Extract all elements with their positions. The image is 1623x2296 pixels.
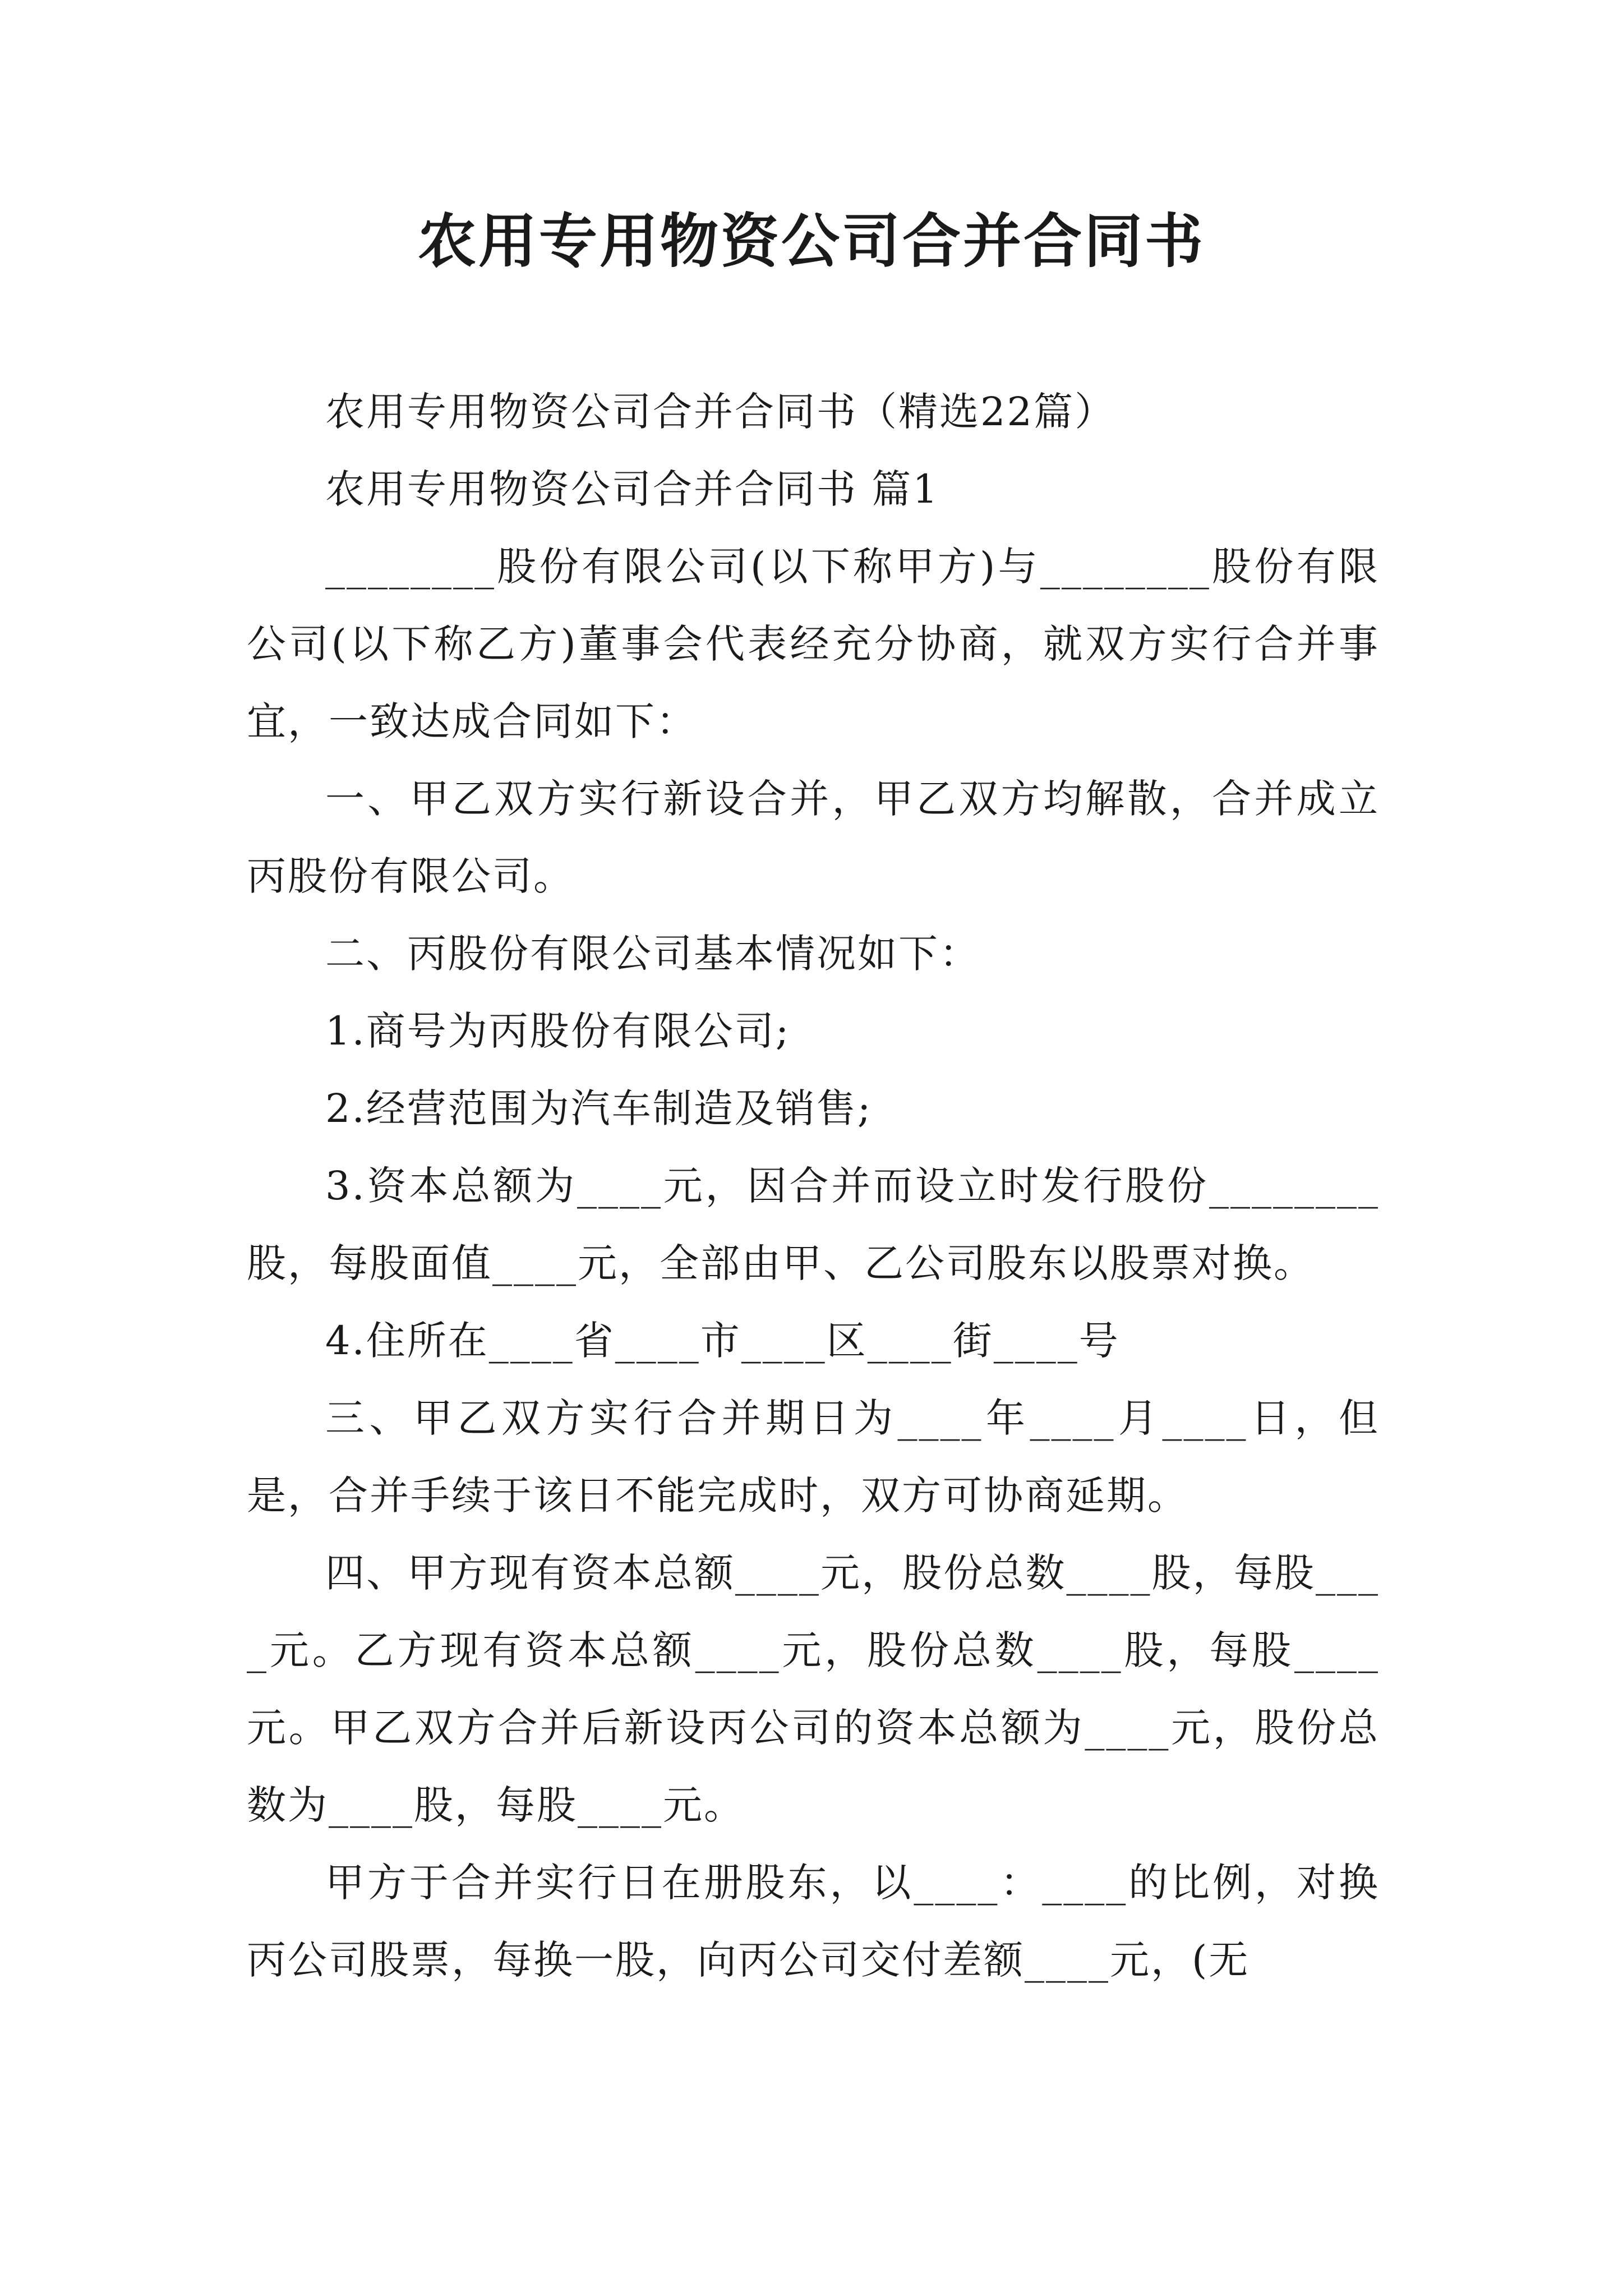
section-heading: 农用专用物资公司合并合同书 篇1 (325, 466, 939, 512)
body-paragraph: 甲方于合并实行日在册股东，以____：____的比例，对换丙公司股票，每换一股，向丙公司交付差额____元，(无 (247, 1860, 1380, 1983)
body-paragraph: 3.资本总额为____元，因合并而设立时发行股份________股，每股面值____元，全部由甲、乙公司股东以股票对换。 (247, 1163, 1380, 1286)
document-body (247, 373, 1380, 1999)
body-paragraph: 1.商号为丙股份有限公司; (325, 1008, 791, 1054)
body-paragraph: 二、丙股份有限公司基本情况如下： (325, 931, 980, 977)
document-title: 农用专用物资公司合并合同书 (417, 206, 1205, 275)
body-paragraph: 三、甲乙双方实行合并期日为____年____月____日，但是，合并手续于该日不能完成时，双方可协商延期。 (247, 1395, 1380, 1519)
subtitle-paragraph: 农用专用物资公司合并合同书（精选22篇） (325, 389, 1116, 435)
body-paragraph: 4.住所在____省____市____区____街____号 (325, 1318, 1120, 1364)
body-paragraph: 一、甲乙双方实行新设合并，甲乙双方均解散，合并成立丙股份有限公司。 (247, 776, 1380, 899)
body-paragraph: 2.经营范围为汽车制造及销售; (325, 1085, 873, 1131)
body-paragraph: ________股份有限公司(以下称甲方)与________股份有限公司(以下称乙方)董事会代表经充分协商，就双方实行合并事宜，一致达成合同如下： (247, 544, 1380, 744)
body-paragraph: 四、甲方现有资本总额____元，股份总数____股，每股____元。乙方现有资本总额____元，股份总数____股，每股____元。甲乙双方合并后新设丙公司的资本总额为____元，股份总数为____股，每股____元。 (247, 1550, 1380, 1828)
